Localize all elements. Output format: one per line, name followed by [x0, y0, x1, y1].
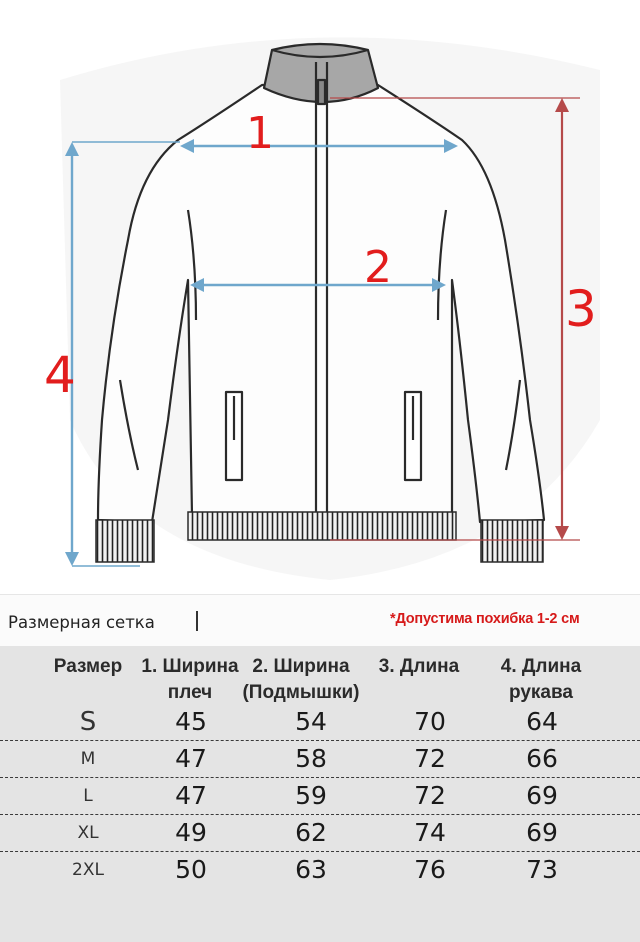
- value-cell: 76: [414, 855, 446, 884]
- label-1: 1: [246, 108, 274, 159]
- value-cell: 50: [175, 855, 207, 884]
- value-cell: 66: [526, 744, 558, 773]
- value-cell: 72: [414, 781, 446, 810]
- value-cell: 62: [295, 818, 327, 847]
- row-divider: [0, 740, 640, 741]
- size-cell: XL: [77, 823, 99, 843]
- value-cell: 58: [295, 744, 327, 773]
- label-3: 3: [565, 280, 597, 338]
- value-cell: 64: [526, 707, 558, 736]
- left-cuff: [96, 520, 154, 562]
- row-divider: [0, 814, 640, 815]
- label-2: 2: [364, 242, 392, 293]
- value-cell: 74: [414, 818, 446, 847]
- hem-rib: [188, 512, 456, 540]
- header-shoulder-width: 1. Ширина плеч: [141, 656, 239, 703]
- value-cell: 73: [526, 855, 558, 884]
- value-cell: 72: [414, 744, 446, 773]
- tolerance-note: *Допустима похибка 1-2 см: [390, 611, 580, 627]
- header-sleeve-length: 4. Длина рукава: [500, 656, 582, 703]
- table-row: [0, 779, 640, 813]
- label-4: 4: [44, 346, 76, 404]
- value-cell: 54: [295, 707, 327, 736]
- size-cell: S: [79, 707, 97, 737]
- title-separator: [196, 611, 198, 631]
- size-chart-title: Размерная сетка: [8, 613, 155, 632]
- table-row: [0, 742, 640, 776]
- value-cell: 47: [175, 781, 207, 810]
- value-cell: 49: [175, 818, 207, 847]
- size-chart-header: [0, 594, 640, 647]
- right-cuff: [481, 520, 543, 562]
- size-cell: M: [80, 749, 96, 769]
- header-size: Размер: [53, 656, 123, 677]
- row-divider: [0, 777, 640, 778]
- size-cell: L: [83, 786, 93, 806]
- header-armpit-width: 2. Ширина (Подмышки): [242, 656, 360, 703]
- row-divider: [0, 851, 640, 852]
- size-table: [0, 646, 640, 942]
- header-length: 3. Длина: [378, 656, 460, 677]
- value-cell: 69: [526, 781, 558, 810]
- value-cell: 45: [175, 707, 207, 736]
- value-cell: 70: [414, 707, 446, 736]
- table-row: [0, 853, 640, 887]
- size-cell: 2XL: [72, 860, 104, 880]
- table-row: [0, 816, 640, 850]
- table-row: [0, 705, 640, 739]
- value-cell: 69: [526, 818, 558, 847]
- value-cell: 63: [295, 855, 327, 884]
- value-cell: 47: [175, 744, 207, 773]
- value-cell: 59: [295, 781, 327, 810]
